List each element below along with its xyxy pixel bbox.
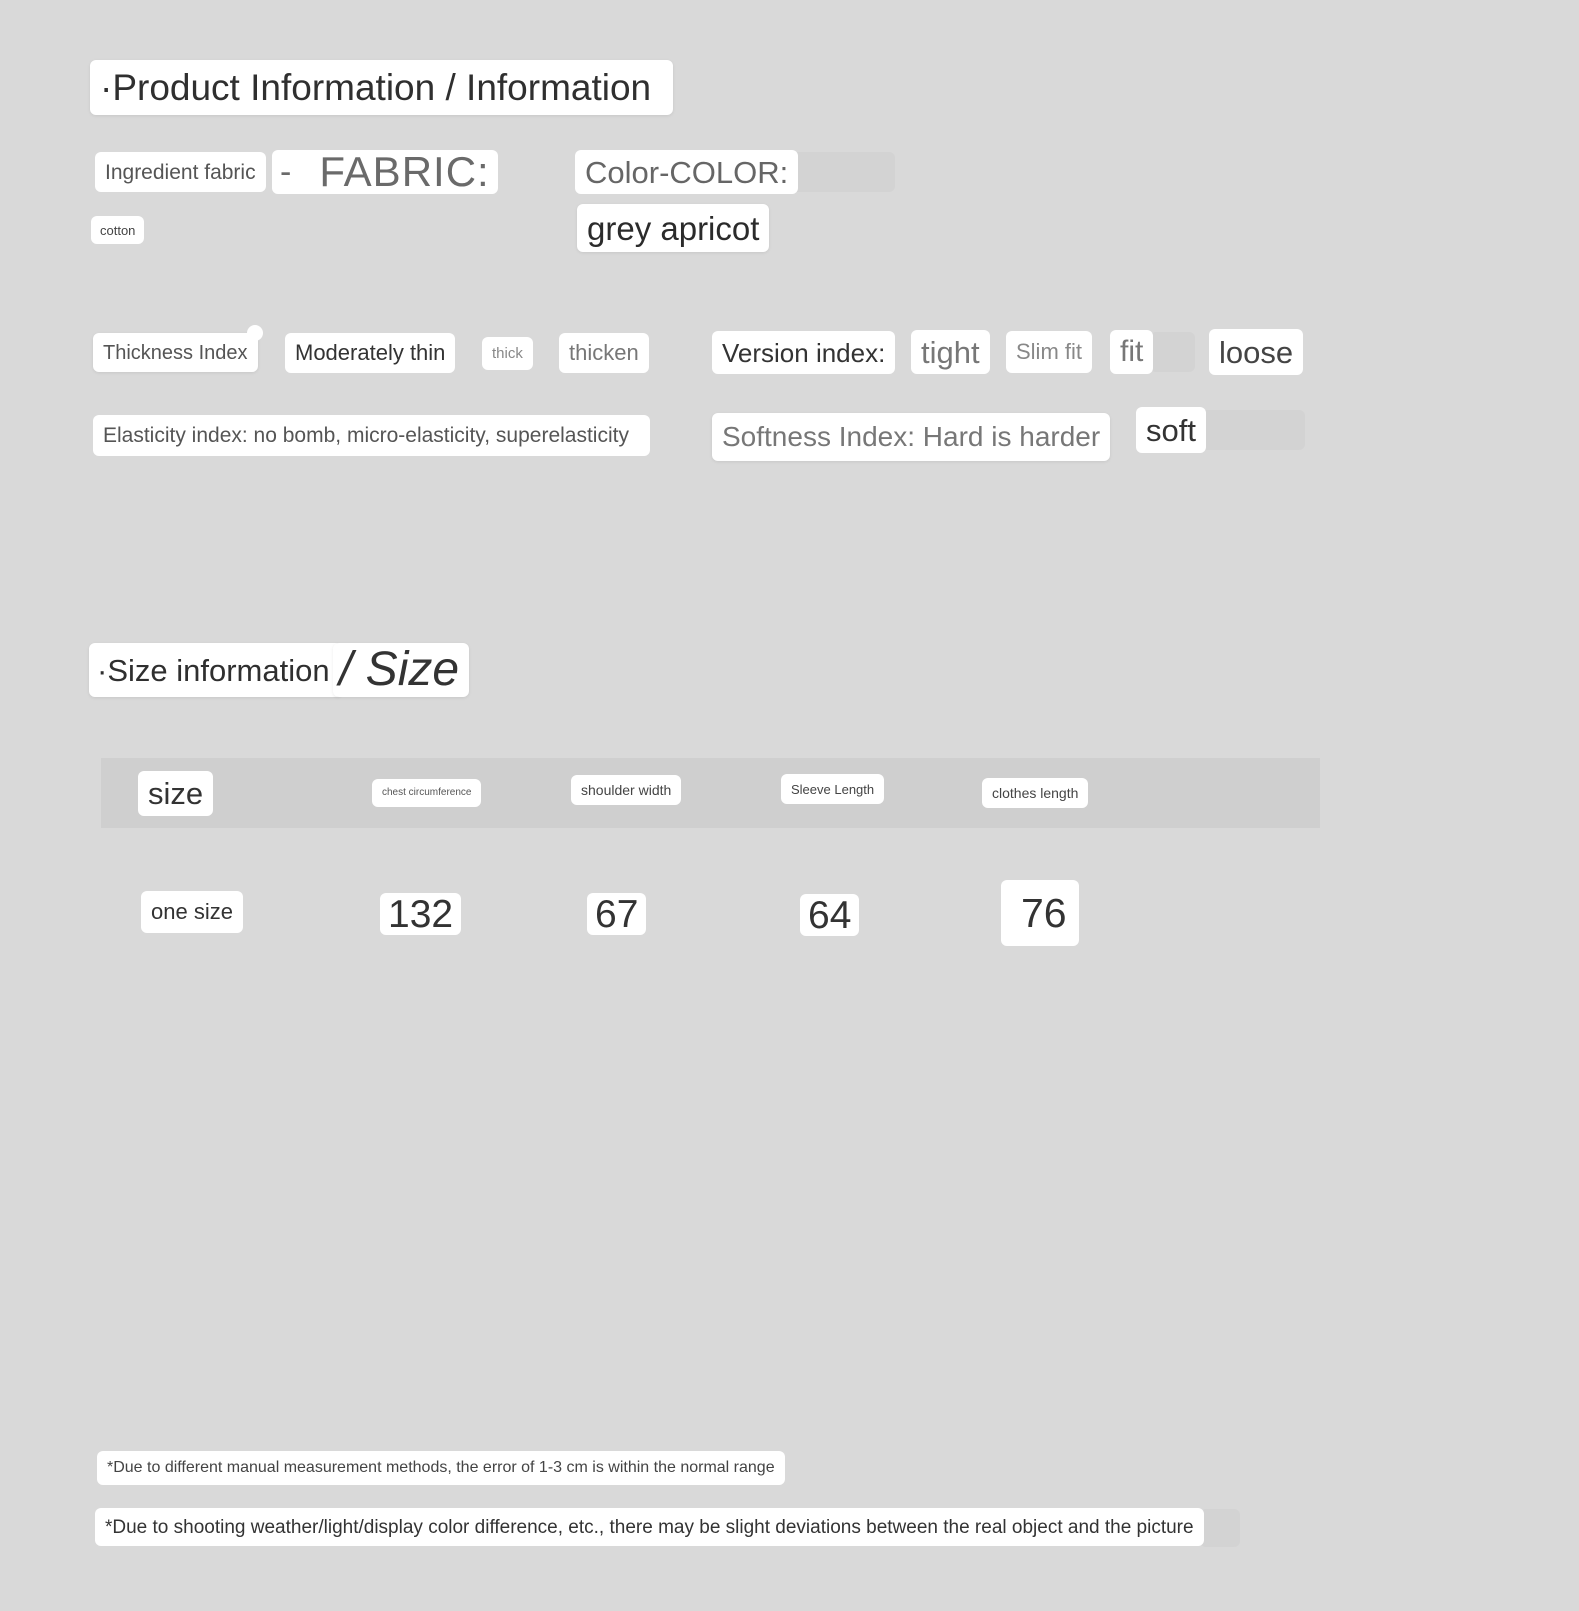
version-option-loose: loose bbox=[1209, 329, 1303, 375]
size-table-header-band bbox=[101, 758, 1320, 828]
size-table-row-sleeve: 64 bbox=[800, 894, 859, 936]
size-table-header-size: size bbox=[138, 771, 213, 816]
size-table-row-length: 76 bbox=[1001, 880, 1079, 946]
note-color-difference: *Due to shooting weather/light/display color difference, etc., there may be slight deviations between the real object and the picture bbox=[95, 1508, 1204, 1546]
version-option-tight: tight bbox=[911, 330, 990, 374]
fabric-value: cotton bbox=[91, 216, 144, 244]
fabric-label-en bbox=[272, 150, 498, 194]
fabric-label: Ingredient fabric bbox=[95, 152, 266, 192]
version-option-slim-fit: Slim fit bbox=[1006, 331, 1092, 373]
size-table-row-size: one size bbox=[141, 891, 243, 933]
version-label: Version index: bbox=[712, 331, 895, 374]
fabric-dash: - bbox=[280, 153, 292, 191]
size-table-header-length: clothes length bbox=[982, 778, 1088, 808]
thickness-option-thick: thick bbox=[482, 337, 533, 370]
note-color-ghost bbox=[1200, 1509, 1240, 1547]
softness-value: soft bbox=[1136, 407, 1206, 453]
size-table-row-chest: 132 bbox=[380, 893, 461, 935]
note-measurement: *Due to different manual measurement methods, the error of 1-3 cm is within the normal range bbox=[97, 1451, 785, 1485]
size-table-header-chest: chest circumference bbox=[372, 779, 481, 807]
version-option-fit-ghost bbox=[1150, 332, 1195, 372]
thickness-marker bbox=[247, 325, 263, 341]
thickness-option-moderately-thin: Moderately thin bbox=[285, 333, 455, 373]
size-info-title-en: / Size bbox=[333, 643, 469, 697]
size-table-row-shoulder: 67 bbox=[587, 893, 646, 935]
size-table-header-shoulder: shoulder width bbox=[571, 775, 681, 805]
product-info-title: ·Product Information / Information bbox=[90, 60, 673, 115]
thickness-option-thicken: thicken bbox=[559, 333, 649, 373]
softness-index: Softness Index: Hard is harder bbox=[712, 413, 1110, 461]
size-info-title: ·Size information bbox=[89, 643, 342, 697]
color-label: Color-COLOR: bbox=[575, 150, 798, 194]
size-table-header-sleeve: Sleeve Length bbox=[781, 774, 884, 804]
thickness-label: Thickness Index bbox=[93, 333, 258, 372]
color-value: grey apricot bbox=[577, 204, 769, 252]
version-option-fit: fit bbox=[1110, 330, 1153, 374]
softness-value-ghost bbox=[1195, 410, 1305, 450]
fabric-label-en-text: FABRIC: bbox=[319, 148, 490, 195]
elasticity-index: Elasticity index: no bomb, micro-elasticity, superelasticity bbox=[93, 415, 650, 456]
